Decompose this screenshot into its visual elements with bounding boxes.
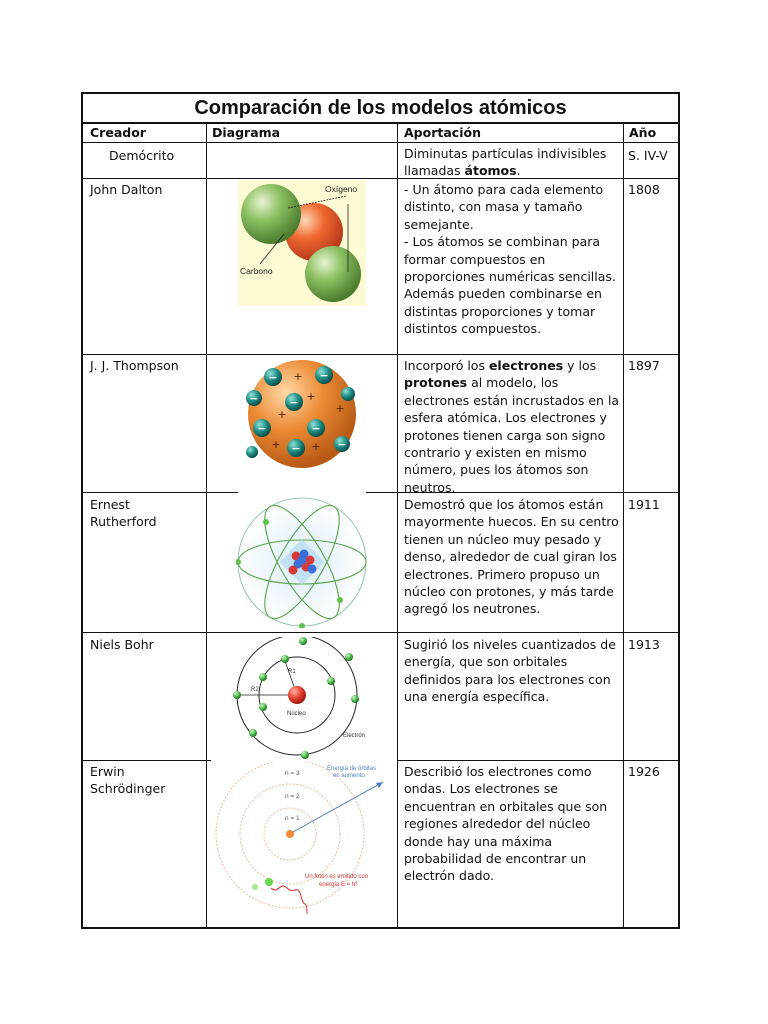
proton-plus: + xyxy=(335,402,345,415)
nucleus xyxy=(286,830,294,838)
electron-minus: − xyxy=(311,422,321,435)
thomson-diagram xyxy=(238,356,366,474)
contribution-bohr: Sugirió los niveles cuantizados de energía, que son orbitales definidos para los electrones con una energía específica. xyxy=(404,637,616,705)
carbon-atom xyxy=(305,246,361,302)
contribution-bold: átomos xyxy=(464,163,517,179)
electron xyxy=(246,446,258,458)
electron xyxy=(263,519,269,525)
table-title: Comparación de los modelos atómicos xyxy=(83,94,678,124)
contribution-schrodinger: Describió los electrones como ondas. Los electrones se encuentran en orbitales que son regiones alrededor del núcleo donde hay una máxima probabilidad de encontrar un electrón dado. xyxy=(404,764,608,884)
year-dalton: 1808 xyxy=(628,182,660,197)
contribution-bold: protones xyxy=(404,375,468,391)
dalton-diagram xyxy=(238,180,366,306)
energy-caption: Energía de órbitas xyxy=(327,766,377,772)
header-creator: Creador xyxy=(90,125,146,140)
row-divider xyxy=(83,492,238,493)
electron xyxy=(233,691,241,699)
electron xyxy=(281,655,289,663)
n2-label: n = 2 xyxy=(285,793,300,800)
electron xyxy=(327,677,335,685)
r1-label: R1 xyxy=(288,669,296,675)
proton-plus: + xyxy=(271,438,281,451)
photon-wave xyxy=(271,886,307,914)
electron xyxy=(337,597,343,603)
electron-minus: − xyxy=(249,392,259,405)
row-divider xyxy=(83,632,678,633)
electron xyxy=(265,878,273,886)
electron-minus: − xyxy=(257,422,267,435)
contribution-text: y los xyxy=(563,358,597,373)
contribution-rutherford: Demostró que los átomos están mayormente huecos. En su centro tienen un núcleo muy pesado y denso, alrededor de cual giran los electrones. Primero propuso un núcleo con protones, y más tarde agregó los neutrones. xyxy=(404,497,619,617)
creator-rutherford: Ernest Rutherford xyxy=(90,497,157,530)
year-schrodinger: 1926 xyxy=(628,764,660,779)
electron xyxy=(259,673,267,681)
electron-minus: − xyxy=(337,438,347,451)
n1-label: n = 1 xyxy=(285,815,300,822)
electron xyxy=(299,637,307,645)
col-divider xyxy=(397,122,398,927)
electron xyxy=(249,729,257,737)
contribution-text: . xyxy=(516,163,521,179)
rutherford-diagram xyxy=(236,496,368,628)
proton-plus: + xyxy=(306,390,316,403)
electron xyxy=(301,751,309,759)
electron-minus: − xyxy=(291,442,301,455)
bohr-diagram xyxy=(233,637,373,759)
nucleus-label: Núcleo xyxy=(287,711,306,717)
contribution-bold: electrones xyxy=(488,358,564,373)
electron xyxy=(341,387,355,401)
n3-label: n = 3 xyxy=(285,770,300,777)
carbon-label: Carbono xyxy=(240,266,273,276)
schrodinger-diagram xyxy=(209,762,397,924)
electron-label: Electrón xyxy=(343,733,366,739)
contribution-democritus xyxy=(404,145,620,180)
year-democritus: S. IV-V xyxy=(628,148,668,163)
header-year: Año xyxy=(629,125,657,140)
row-divider xyxy=(83,354,678,355)
electron-minus: − xyxy=(268,371,278,384)
creator-democritus: Demócrito xyxy=(109,148,175,163)
proton-plus: + xyxy=(277,408,287,421)
proton-plus: + xyxy=(311,440,321,453)
energy-arrow xyxy=(293,782,383,832)
creator-thompson: J. J. Thompson xyxy=(90,358,179,373)
oxygen-label: Oxígeno xyxy=(325,184,358,194)
header-diagram: Diagrama xyxy=(212,125,281,140)
col-divider xyxy=(623,122,624,927)
r2-label: R2 xyxy=(251,687,259,693)
photon-caption: energía E = hf xyxy=(319,882,357,888)
electron xyxy=(259,703,267,711)
electron xyxy=(345,653,353,661)
proton-plus: + xyxy=(293,370,303,383)
contribution-text: al modelo, los electrones están incrustados en la esfera atómica. Los electrones y protones tienen carga son signo contrario y existen en mismo número, pues los átomos son neutros. xyxy=(404,375,620,495)
electron xyxy=(351,695,359,703)
creator-dalton: John Dalton xyxy=(90,182,163,197)
electron-minus: − xyxy=(319,369,329,382)
contribution-thompson xyxy=(404,357,620,496)
contribution-text: Diminutas partículas indivisibles llamadas xyxy=(404,146,607,179)
electron-ghost xyxy=(252,884,258,890)
models-table xyxy=(81,92,680,929)
year-bohr: 1913 xyxy=(628,637,660,652)
row-divider xyxy=(83,142,678,143)
carbon-atom xyxy=(241,184,301,244)
header-contribution: Aportación xyxy=(404,125,481,140)
electron-minus: − xyxy=(289,396,299,409)
creator-bohr: Niels Bohr xyxy=(90,637,154,652)
year-rutherford: 1911 xyxy=(628,497,660,512)
row-divider xyxy=(83,760,211,761)
energy-caption: en aumento xyxy=(333,773,365,779)
contribution-text: Incorporó los xyxy=(404,358,489,373)
year-thompson: 1897 xyxy=(628,358,660,373)
row-divider xyxy=(397,760,678,761)
nucleus xyxy=(288,686,306,704)
creator-schrodinger: Erwin Schrödinger xyxy=(90,764,166,797)
photon-caption: Un fotón es emitido con xyxy=(305,874,369,880)
contribution-dalton: - Un átomo para cada elemento distinto, con masa y tamaño semejante. - Los átomos se combinan para formar compuestos en proporciones numéricas sencillas. Además pueden combinarse en distintas proporciones y tomar distintos compuestos. xyxy=(404,182,616,337)
col-divider xyxy=(206,122,207,927)
